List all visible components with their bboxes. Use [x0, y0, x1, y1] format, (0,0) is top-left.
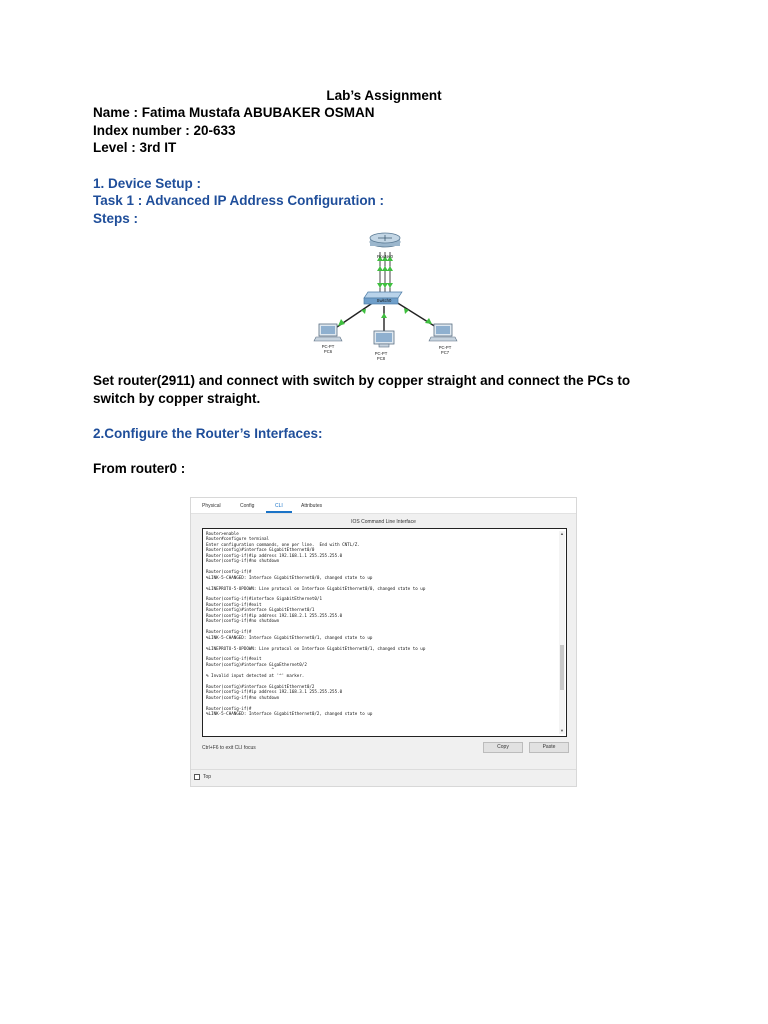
tab-cli[interactable]: CLI — [275, 503, 283, 509]
student-name: Name : Fatima Mustafa ABUBAKER OSMAN — [93, 105, 375, 120]
pc8-icon — [374, 331, 394, 347]
terminal-output[interactable] — [202, 528, 567, 737]
scroll-up-arrow-icon[interactable]: ▲ — [560, 531, 564, 536]
cli-focus-hint: Ctrl+F6 to exit CLI focus — [202, 745, 256, 751]
pc8-type-label: PC-PT — [374, 351, 388, 356]
cli-window-screenshot — [190, 497, 577, 787]
terminal-scrollbar[interactable] — [559, 531, 565, 734]
scroll-down-arrow-icon[interactable]: ▼ — [560, 728, 564, 733]
pc7-name-label: PC7 — [440, 350, 450, 355]
setup-paragraph: Set router(2911) and connect with switch by copper straight and connect the PCs to switch by copper straight. — [93, 373, 631, 406]
level: Level : 3rd IT — [93, 140, 177, 155]
cli-header: IOS Command Line Interface — [351, 519, 416, 525]
from-router-label: From router0 : — [93, 461, 186, 476]
tab-physical[interactable]: Physical — [202, 503, 221, 509]
cli-footer-divider — [191, 769, 576, 770]
switch-label: Switch0 — [376, 298, 392, 303]
section-configure-interfaces-heading: 2.Configure the Router’s Interfaces: — [93, 426, 323, 441]
pc7-icon — [429, 324, 457, 341]
active-tab-indicator — [266, 511, 292, 513]
router-icon — [370, 233, 400, 247]
steps-heading: Steps : — [93, 211, 139, 226]
pc8-name-label: PC8 — [376, 356, 386, 361]
pc7-type-label: PC-PT — [438, 345, 452, 350]
index-number: Index number : 20-633 — [93, 123, 236, 138]
network-topology-diagram — [308, 230, 500, 363]
terminal-text: Router>enable Router#configure terminal Enter configuration commands, one per line. End with CNTL/Z. Router(config)#interface GigabitEthernet0/0 Router(config-if)#ip address 192.168.1.1 255.255.255.0 Router(config-if)#no shutdown Router(config-if)# %LINK-5-CHANGED: Interface GigabitEthernet0/0, changed state to up %LINEPROTO-5-UPDOWN: Line protocol on Interface GigabitEthernet0/0, changed state to up Router(config-if)#interface GigabitEthernet0/1 Router(config-if)#exit Router(config)#interface GigabitEthernet0/1 Router(config-if)#ip address 192.168.2.1 255.255.255.0 Router(config-if)#no shutdown Router(config-if)# %LINK-5-CHANGED: Interface GigabitEthernet0/1, changed state to up %LINEPROTO-5-UPDOWN: Line protocol on Interface GigabitEthernet0/1, changed state to up Router(config-if)#exit Router(config)#interface GigaEthernet0/2 ^ % Invalid input detected at '^' marker. Router(config)#interface GigabitEthernet0/2 Router(config-if)#ip address 192.168.3.1 255.255.255.0 Router(config-if)#no shutdown Router(config-if)# %LINK-5-CHANGED: Interface GigabitEthernet0/2, changed state to up — [206, 531, 426, 716]
tab-config[interactable]: Config — [240, 503, 255, 509]
scroll-thumb[interactable] — [560, 645, 564, 690]
router-label: Router0 — [376, 254, 394, 259]
top-checkbox[interactable] — [194, 774, 200, 780]
tab-attributes[interactable]: Attributes — [301, 503, 323, 509]
pc6-name-label: PC6 — [323, 349, 333, 354]
section-device-setup-heading: 1. Device Setup : — [93, 176, 202, 191]
paste-button[interactable]: Paste — [529, 742, 569, 753]
copy-button[interactable]: Copy — [483, 742, 523, 753]
task1-heading: Task 1 : Advanced IP Address Configuration : — [93, 193, 385, 208]
cli-tab-bar — [191, 498, 576, 514]
document-title: Lab’s Assignment — [326, 88, 442, 103]
pc6-type-label: PC-PT — [321, 344, 335, 349]
top-checkbox-label: Top — [203, 774, 212, 780]
